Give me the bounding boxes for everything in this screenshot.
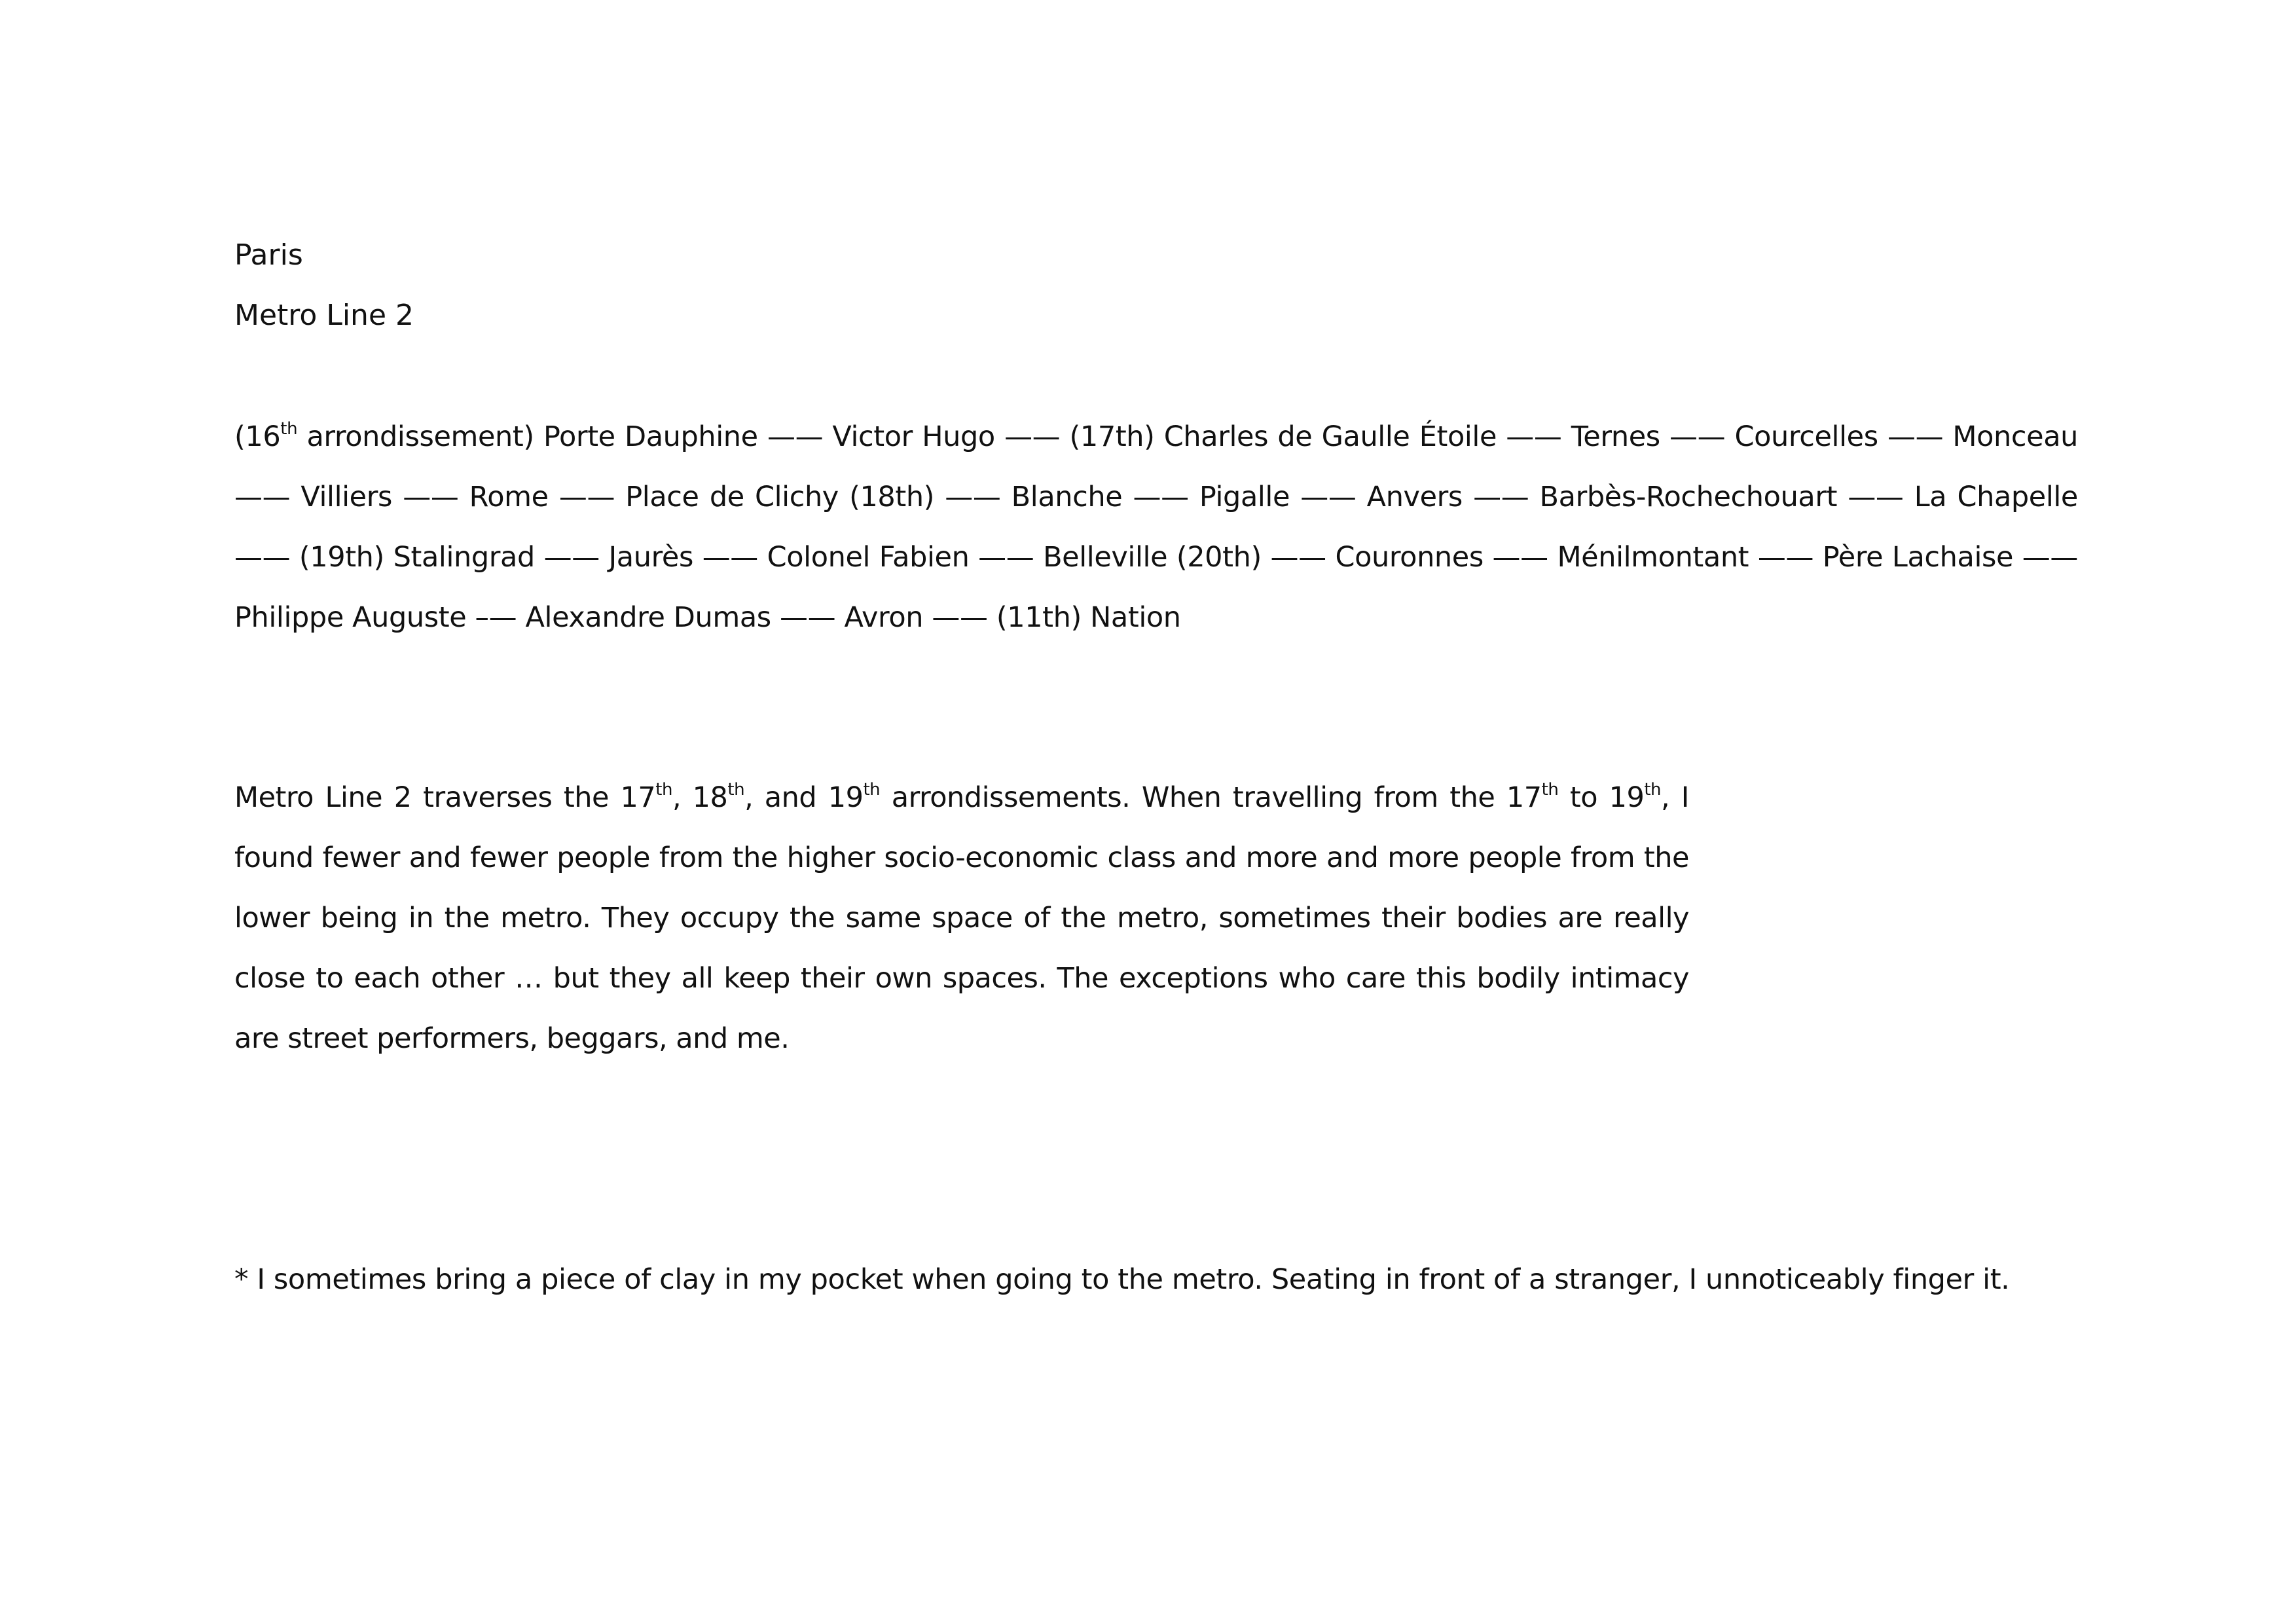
note-sup-0: th bbox=[655, 780, 672, 800]
route-text-0: (16 bbox=[234, 420, 281, 453]
route-text-1: arrondissement) Porte Dauphine —— Victor Hugo —— (17th) Charles de Gaulle Étoile —— Ternes —— Courcelles —— Monceau —— Villiers —— Rome —— Place de Clichy (18th) —— Blanche —— Pigalle —— Anvers —— Barbès-Rochechouart —— La Chapelle —— (19th) Stalingrad —— Jaurès —— Colonel Fabien —— Belleville (20th) —— Couronnes —— Ménilmontant —— Père Lachaise —— Philippe Auguste –— Alexandre Dumas —— Avron —— (11th) Nation bbox=[234, 420, 2078, 634]
note-text-1: , 18 bbox=[672, 781, 728, 814]
city-title: Paris bbox=[234, 238, 303, 272]
note-text-4: to 19 bbox=[1558, 781, 1645, 814]
line-title: Metro Line 2 bbox=[234, 299, 414, 332]
note-text-0: Metro Line 2 traverses the 17 bbox=[234, 781, 656, 814]
note-text-2: , and 19 bbox=[744, 781, 864, 814]
note-sup-2: th bbox=[863, 780, 881, 800]
note-sup-4: th bbox=[1644, 780, 1662, 800]
observation-paragraph bbox=[234, 767, 1689, 1069]
route-stations-paragraph bbox=[234, 407, 2078, 648]
note-text-3: arrondissements. When travelling from the 17 bbox=[880, 781, 1542, 814]
note-sup-3: th bbox=[1541, 780, 1559, 800]
route-sup-0: th bbox=[280, 419, 298, 439]
note-text-5: , I found fewer and fewer people from the higher socio-economic class and more and more people from the lower being in the metro. They occupy the same space of the metro, sometimes their bodies are really close to each other … but they all keep their own spaces. The exceptions who care this bodily intimacy are street performers, beggars, and me. bbox=[234, 781, 1689, 1055]
footnote: * I sometimes bring a piece of clay in my pocket when going to the metro. Seating in front of a stranger, I unnoticeably finger it. bbox=[234, 1263, 2010, 1296]
note-sup-1: th bbox=[727, 780, 745, 800]
